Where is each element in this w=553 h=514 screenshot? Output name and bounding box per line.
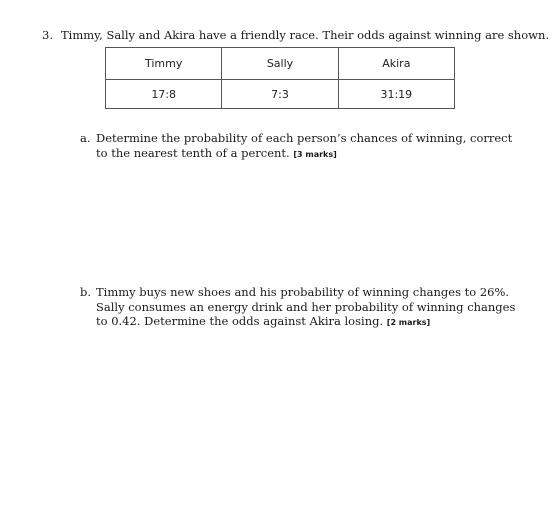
part-b-text: Timmy buys new shoes and his probability of winning changes to 26%. Sally consumes an energy drink and her probability of winning changes to 0.42. Determine the odds against Akira losing. — [96, 285, 516, 328]
part-b-marks: [2 marks] — [386, 318, 431, 327]
odds-akira: 31:19 — [338, 80, 454, 109]
header-sally: Sally — [222, 48, 338, 80]
header-akira: Akira — [338, 48, 454, 80]
question-stem — [42, 28, 549, 43]
odds-table-values-row — [106, 80, 455, 109]
header-timmy: Timmy — [106, 48, 222, 80]
odds-timmy: 17:8 — [106, 80, 222, 109]
part-a-letter: a. — [80, 131, 91, 145]
part-a — [80, 131, 520, 162]
part-a-marks: [3 marks] — [293, 149, 337, 159]
question-number: 3. — [42, 28, 53, 42]
part-b — [80, 285, 520, 331]
question-text: Timmy, Sally and Akira have a friendly race. Their odds against winning are shown. — [61, 28, 550, 42]
part-a-body — [96, 131, 520, 162]
part-a-text: Determine the probability of each person’s chances of winning, correct to the nearest tenth of a percent. — [96, 131, 513, 160]
odds-table-header-row — [106, 48, 455, 80]
part-b-letter: b. — [80, 285, 92, 299]
odds-sally: 7:3 — [222, 80, 338, 109]
part-b-body — [96, 285, 520, 331]
odds-table — [105, 47, 455, 109]
